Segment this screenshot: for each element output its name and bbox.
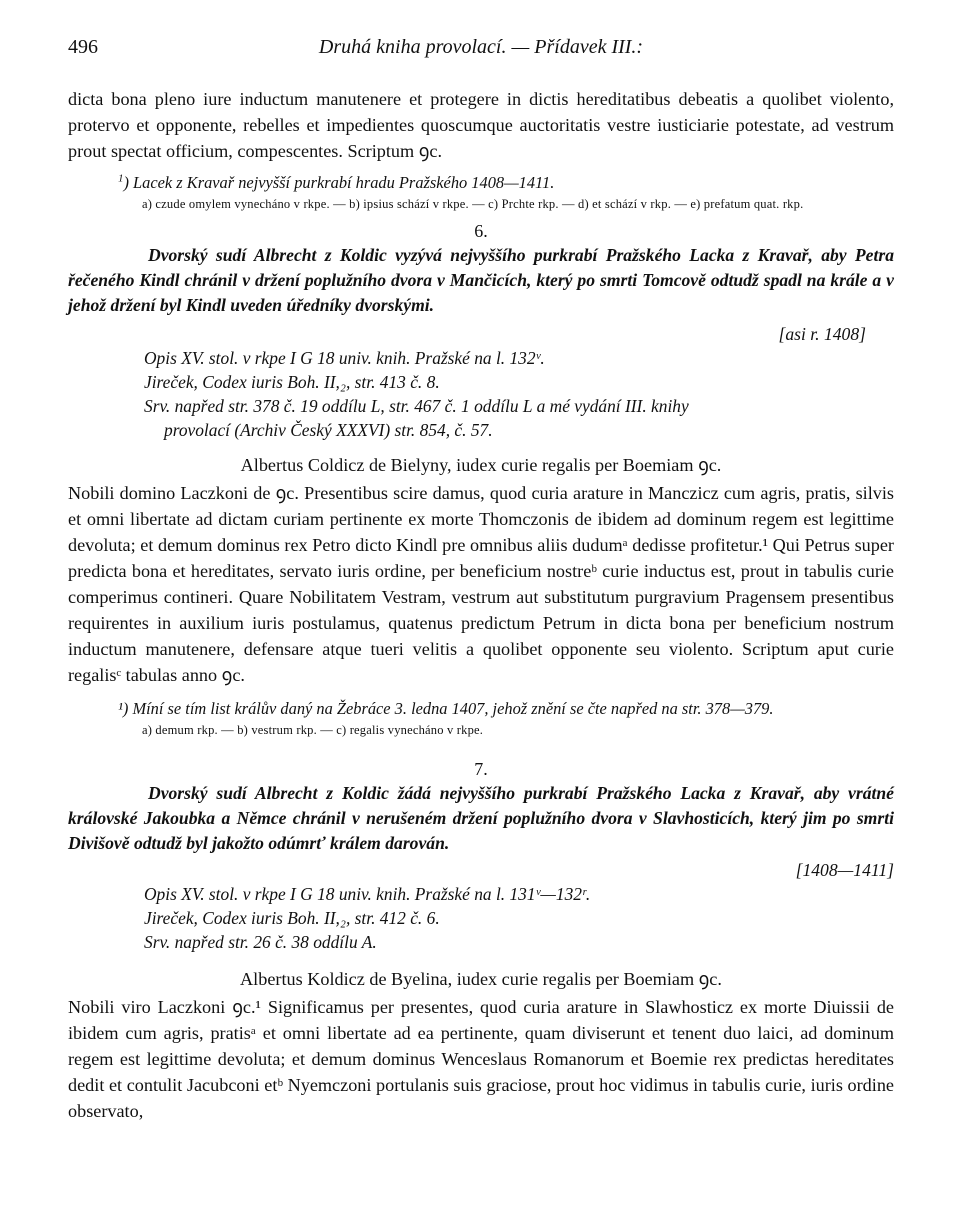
previous-document-text: dicta bona pleno iure inductum manutenere et protegere in dictis hereditatibus debeatis a quolibet violento, protervo et opponente, rebelles et impedientes quoscumque auctoritatis vestre iusticiarie potestate, ad vestrum prout spectat officium, compescentes. Scriptum ꝯc. (68, 89, 894, 161)
source-line: Opis XV. stol. v rkpe I G 18 univ. knih. Pražské na l. 132ᵛ. (144, 348, 545, 368)
footnote: ¹) Míní se tím list králův daný na Žebráce 3. ledna 1407, jehož znění se čte napřed na str. 378—379. (118, 699, 774, 718)
document-date: [1408—1411] (795, 860, 894, 880)
salutation: Albertus Koldicz de Byelina, iudex curie regalis per Boemiam ꝯc. (240, 969, 722, 989)
running-title: Druhá kniha provolací. — Přídavek III.: (318, 36, 644, 58)
footnote-mark: 1 (118, 172, 124, 185)
footnote (68, 172, 894, 194)
page-number: 496 (68, 36, 98, 58)
source-line: Jireček, Codex iuris Boh. II,₂, str. 413 č. 8. (144, 372, 440, 392)
salutation: Albertus Coldicz de Bielyny, iudex curie regalis per Boemiam ꝯc. (240, 455, 722, 475)
source-list (68, 882, 894, 954)
source-line: Opis XV. stol. v rkpe I G 18 univ. knih. Pražské na l. 131ᵛ—132ʳ. (144, 884, 591, 904)
document-number: 7. (474, 759, 488, 779)
critical-apparatus: a) czude omylem vynecháno v rkpe. — b) ipsius schází v rkpe. — c) Prchte rkp. — d) et schází v rkp. — e) prefatum quat. rkp. (142, 197, 804, 211)
source-list (68, 346, 894, 442)
footnote-text: ) Lacek z Kravař nejvyšší purkrabí hradu Pražského 1408—1411. (123, 173, 555, 192)
document-regest: Dvorský sudí Albrecht z Koldic vyzývá nejvyššího purkrabí Pražského Lacka z Kravař, aby Petra řečeného Kindl chránil v držení poplužního dvora v Mančicích, který po smrti Tomcově odtudž spadl na krále a v jehož držení byl Kindl uveden úředníky dvorskými. (68, 245, 894, 315)
document-number: 6. (474, 221, 488, 241)
running-header (68, 36, 894, 76)
source-line: provolací (Archiv Český XXXVI) str. 854, č. 57. (164, 420, 493, 440)
document-text: Nobili viro Laczkoni ꝯc.¹ Significamus per presentes, quod curia arature in Slawhosticz ex morte Diuissii de ibidem cum agris, pratisᵃ et omni libertate ad ea pertinente, quam diviserunt et tenent duo laici, ad dominum regem est legittime devoluta; et demum dominus Wenceslaus Romanorum et Boemie rex predictas hereditates dedit et contulit Jacubconi etᵇ Nyemczoni portulanis suis graciose, prout hoc vidimus in tabulis curie, iuris ordine observato, (68, 997, 894, 1121)
page (68, 36, 894, 1124)
document-date: [asi r. 1408] (778, 324, 866, 344)
source-line: Srv. napřed str. 378 č. 19 oddílu L, str. 467 č. 1 oddílu L a mé vydání III. knihy (144, 396, 689, 416)
source-line: Jireček, Codex iuris Boh. II,₂, str. 412 č. 6. (144, 908, 440, 928)
critical-apparatus: a) demum rkp. — b) vestrum rkp. — c) regalis vynecháno v rkpe. (142, 723, 484, 737)
document-text: Nobili domino Laczkoni de ꝯc. Presentibus scire damus, quod curia arature in Manczicz cum agris, pratis, silvis et omni libertate ad dictam curiam pertinente ex morte Thomczonis de ibidem ad dominum regem est legittime devoluta; et demum dominus rex Petro dicto Kindl pre omnibus aliis dudumᵃ dedisse profitetur.¹ Qui Petrus super predicta bona et hereditates, servato iuris ordine, per beneficium nostreᵇ curie inductus est, prout in tabulis curie comperimus contineri. Quare Nobilitatem Vestram, vestrum aut substitutum purgravium Pragensem presentibus requirentes in auxilium iuris postulamus, quatenus predictum Petrum in dicta bona per beneficium nostrum inductum manutenere, defensare atque tueri velitis a quolibet opponente seu violento. Scriptum aput curie regalisᶜ tabulas anno ꝯc. (68, 483, 894, 685)
document-regest: Dvorský sudí Albrecht z Koldic žádá nejvyššího purkrabí Pražského Lacka z Kravař, aby vrátné královské Jakoubka a Němce chránil v nerušeném držení poplužního dvora v Slavhosticích, který jim po smrti Divišově odtudž byl jakožto odúmrť králem darován. (68, 783, 894, 853)
source-line: Srv. napřed str. 26 č. 38 oddílu A. (144, 932, 377, 952)
